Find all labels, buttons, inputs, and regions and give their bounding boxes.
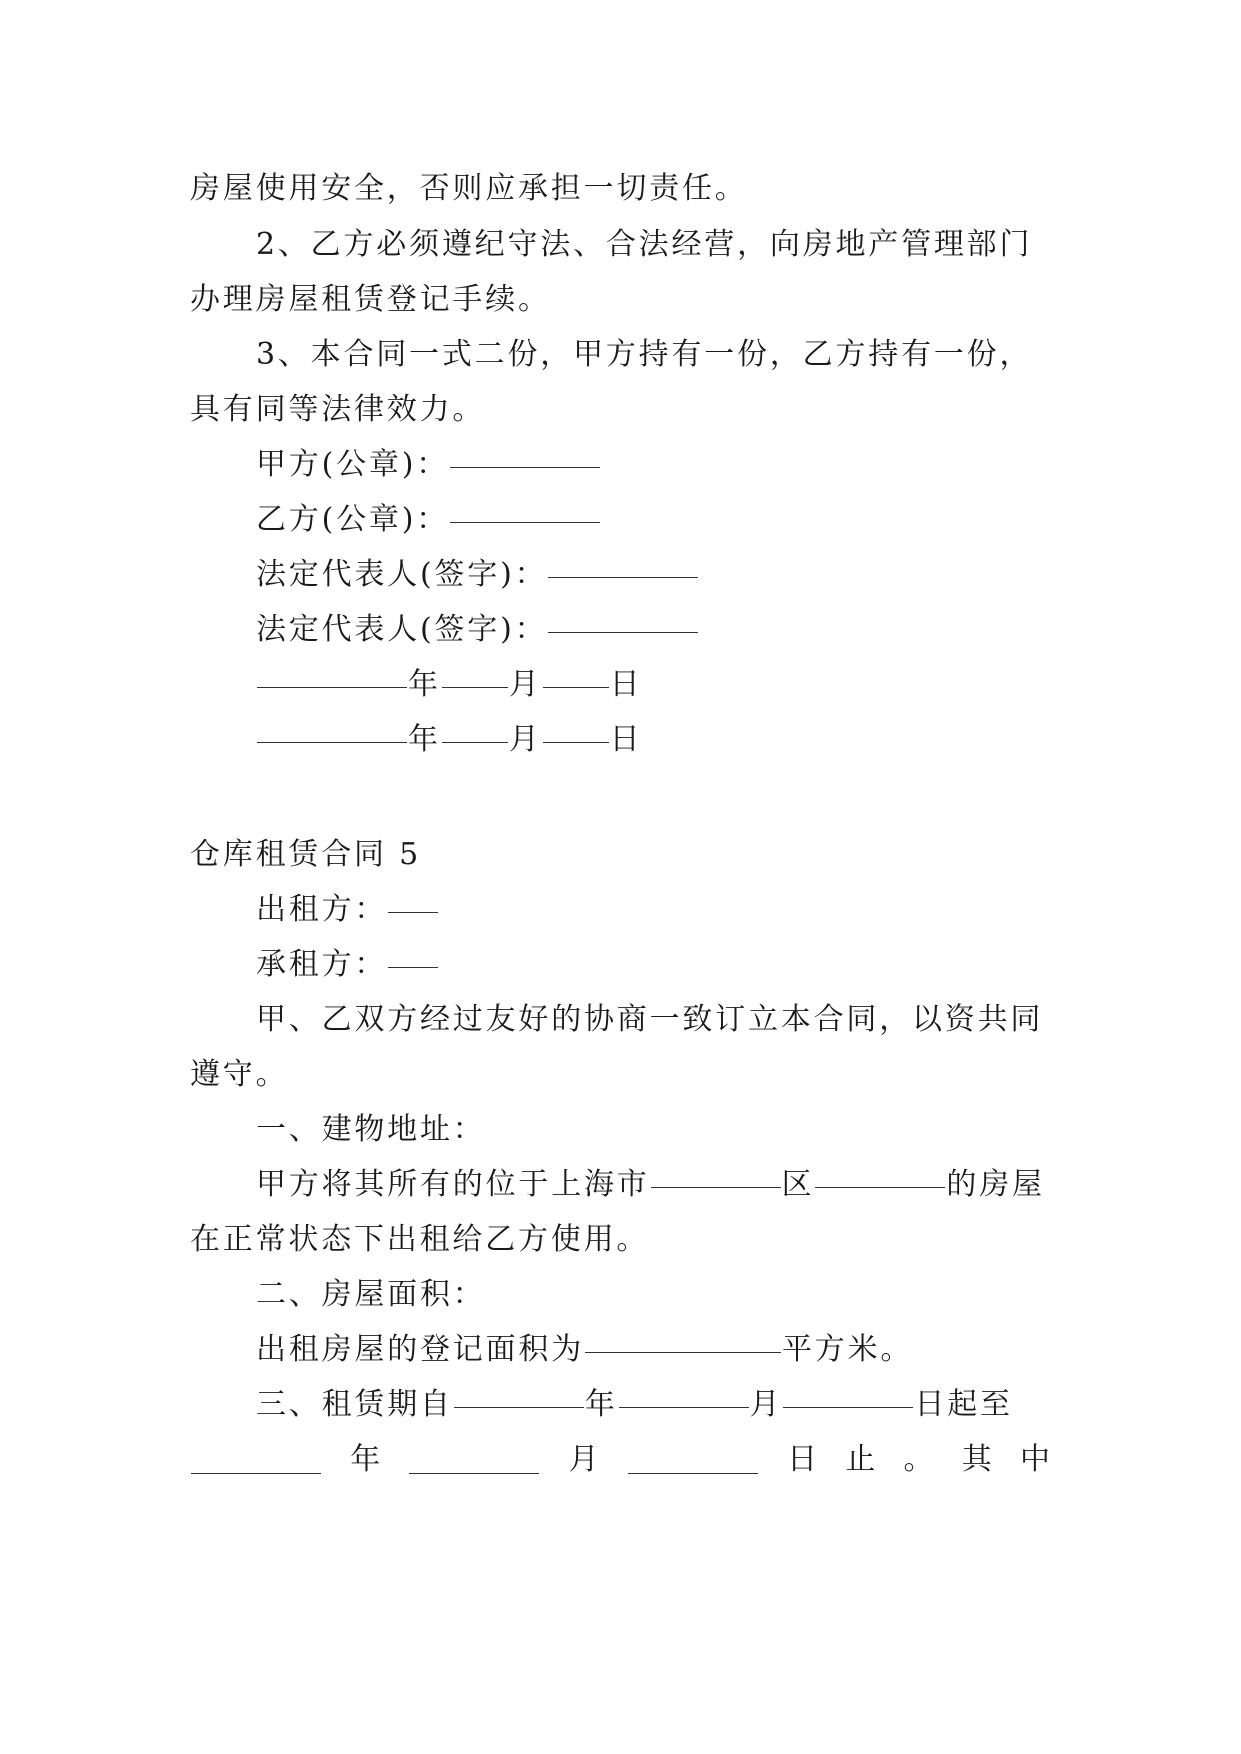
section-2-heading: 二、房屋面积：: [256, 1277, 486, 1312]
year-label: 年: [584, 1387, 618, 1422]
month-label: 月: [749, 1387, 783, 1422]
intro-line: 遵守。: [190, 1057, 289, 1092]
month-label: 月: [568, 1442, 599, 1477]
zhong-label: 中: [1019, 1442, 1050, 1477]
address-line: [256, 1156, 1050, 1214]
month-label: 月: [508, 667, 542, 702]
date-line-a: [256, 656, 1050, 714]
month-blank: [442, 661, 508, 688]
day-blank: [543, 661, 609, 688]
signature-blank: [450, 496, 600, 523]
month-label: 月: [508, 722, 542, 757]
lessor-blank: [388, 886, 438, 913]
representative-b-line: [256, 601, 1050, 659]
address-line-2: 在正常状态下出租给乙方使用。: [190, 1222, 650, 1257]
day-label: 日: [609, 722, 643, 757]
clause-2-line: 2、乙方必须遵纪守法、合法经营，向房地产管理部门: [256, 227, 1033, 262]
qi-label: 其: [961, 1442, 992, 1477]
stop-label: 止: [845, 1442, 876, 1477]
period-mark: 。: [903, 1442, 934, 1477]
contract-title: 仓库租赁合同 5: [190, 837, 422, 872]
clause-3-line: 3、本合同一式二份，甲方持有一份，乙方持有一份，: [256, 337, 1033, 372]
area-blank: [585, 1326, 781, 1353]
paragraph-line: 办理房屋租赁登记手续。: [190, 282, 551, 317]
end-day-blank: [628, 1447, 758, 1474]
year-label: 年: [408, 722, 441, 757]
day-label: 日: [787, 1442, 818, 1477]
address-suffix: 的房屋: [946, 1167, 1045, 1202]
signature-blank: [548, 551, 698, 578]
year-blank: [257, 716, 407, 743]
year-blank: [257, 661, 407, 688]
area-suffix: 平方米。: [782, 1332, 914, 1367]
party-b-seal-label: 乙方(公章)：: [256, 502, 450, 537]
party-b-seal-line: [256, 491, 1050, 549]
month-blank: [442, 716, 508, 743]
section-1-heading: 一、建物地址：: [256, 1112, 486, 1147]
intro-line: 甲、乙双方经过友好的协商一致订立本合同，以资共同: [256, 1002, 1044, 1037]
term-line: [256, 1376, 1050, 1434]
area-prefix: 出租房屋的登记面积为: [256, 1332, 584, 1367]
date-line-b: [256, 711, 1050, 769]
term-prefix: 三、租赁期自: [256, 1387, 453, 1422]
paragraph-line: 房屋使用安全，否则应承担一切责任。: [190, 171, 748, 206]
representative-a-line: [256, 546, 1050, 604]
city-blank: [651, 1161, 781, 1188]
district-label: 区: [781, 1167, 815, 1202]
district-blank: [815, 1161, 945, 1188]
representative-b-label: 法定代表人(签字)：: [256, 612, 548, 647]
start-month-blank: [619, 1381, 749, 1408]
start-year-blank: [454, 1381, 584, 1408]
lessee-line: [256, 936, 1050, 994]
lessor-line: [256, 881, 1050, 939]
signature-blank: [450, 441, 600, 468]
party-a-seal-line: [256, 436, 1050, 494]
lessee-label: 承租方：: [256, 947, 388, 982]
address-prefix: 甲方将其所有的位于上海市: [256, 1167, 650, 1202]
area-line: [256, 1321, 1050, 1379]
paragraph-line: 具有同等法律效力。: [190, 392, 486, 427]
representative-a-label: 法定代表人(签字)：: [256, 557, 548, 592]
end-month-blank: [409, 1447, 539, 1474]
end-year-blank: [191, 1447, 321, 1474]
year-label: 年: [350, 1442, 381, 1477]
day-label: 日: [609, 667, 643, 702]
year-label: 年: [408, 667, 441, 702]
day-blank: [543, 716, 609, 743]
start-day-blank: [783, 1381, 913, 1408]
term-suffix: 日起至: [914, 1387, 1013, 1422]
term-end-line: [190, 1431, 1050, 1489]
lessor-label: 出租方：: [256, 892, 388, 927]
party-a-seal-label: 甲方(公章)：: [256, 447, 450, 482]
lessee-blank: [388, 941, 438, 968]
signature-blank: [548, 606, 698, 633]
